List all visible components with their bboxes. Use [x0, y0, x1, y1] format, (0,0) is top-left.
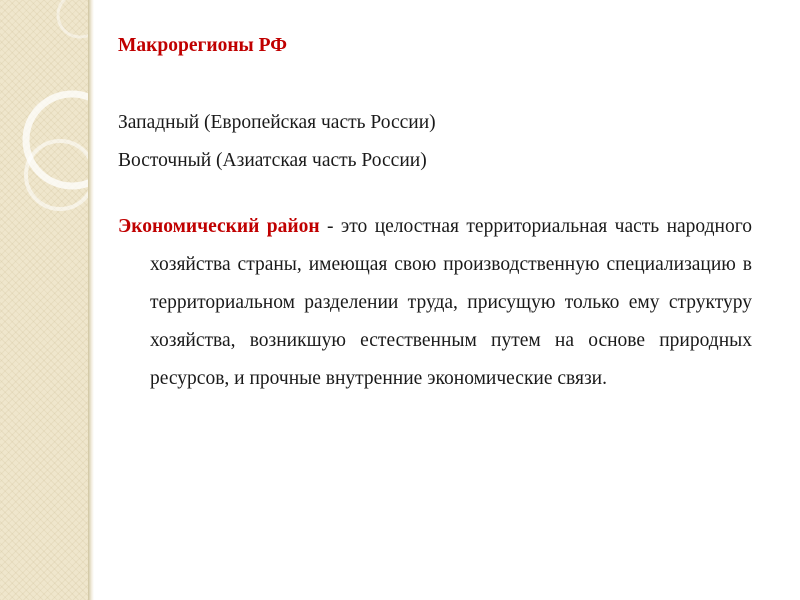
definition-term: Экономический район — [118, 216, 320, 237]
panel-divider — [88, 0, 94, 600]
decorative-rings-icon — [0, 0, 88, 600]
decorative-side-panel — [0, 0, 88, 600]
definition-paragraph — [118, 208, 752, 398]
macroregion-east: Восточный (Азиатская часть России) — [118, 150, 427, 171]
macroregion-west: Западный (Европейская часть России) — [118, 112, 436, 133]
slide-content — [118, 28, 752, 398]
slide-title: Макрорегионы РФ — [118, 35, 287, 56]
definition-text: - это целостная территориальная часть народного хозяйства страны, имеющая свою производственную специализацию в территориальном разделении труда, присущую только ему структуру хозяйства, возникшую естественным путем на основе природных ресурсов, и прочные внутренние экономические связи. — [150, 216, 752, 389]
